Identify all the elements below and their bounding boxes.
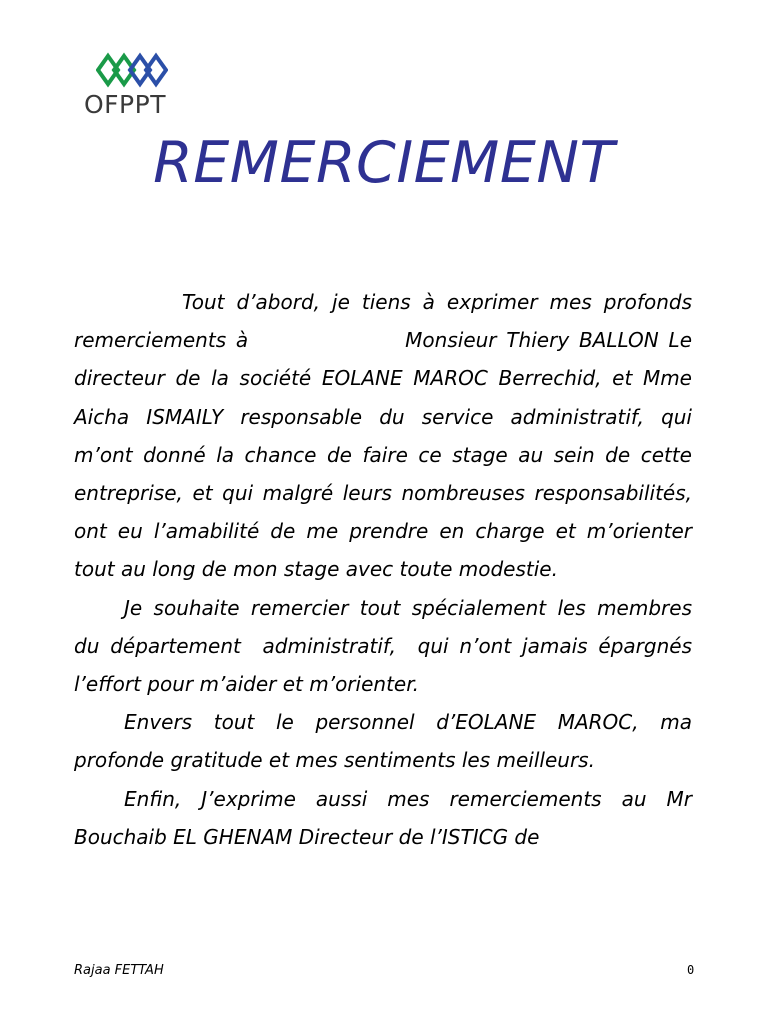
- paragraph-4: Enfin, J’exprime aussi mes remerciements au Mr Bouchaib EL GHENAM Directeur de l’ISTICG de: [74, 786, 692, 849]
- paragraph-1: Tout d’abord, je tiens à exprimer mes profonds remerciements à Monsieur Thiery BALLON Le directeur de la société EOLANE MAROC Berrechid, et Mme Aicha ISMAILY responsable du service administratif, qui m’ont donné la chance de faire ce stage au sein de cette entreprise, et qui malgré leurs nombreuses responsabilités, ont eu l’amabilité de me prendre en charge et m’orienter tout au long de mon stage avec toute modestie.: [74, 290, 692, 582]
- page-title: REMERCIEMENT: [153, 130, 615, 196]
- paragraph-2: Je souhaite remercier tout spécialement les membres du département administratif, qui n’ont jamais épargnés l’effort pour m’aider et m’orienter.: [74, 595, 692, 697]
- ofppt-logo: [84, 50, 184, 124]
- document-body: [74, 283, 692, 856]
- footer-page-number: 0: [687, 963, 695, 977]
- footer-author: Rajaa FETTAH: [74, 963, 164, 978]
- paragraph-3: Envers tout le personnel d’EOLANE MAROC, ma profonde gratitude et mes sentiments les meilleurs.: [74, 710, 692, 773]
- logo-text: OFPPT: [84, 90, 166, 119]
- ofppt-logo-mark-icon: [96, 52, 168, 90]
